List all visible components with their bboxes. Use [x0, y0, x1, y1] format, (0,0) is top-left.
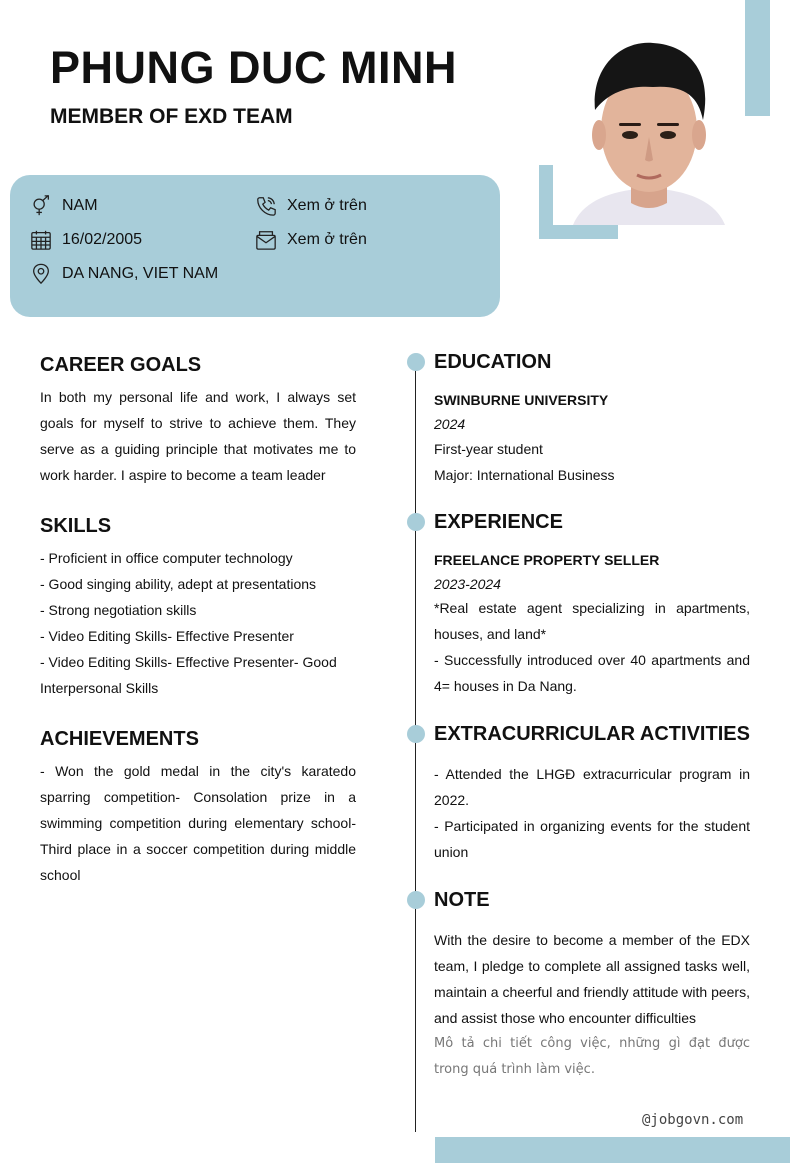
- timeline-dot: [407, 513, 425, 531]
- timeline-dot: [407, 353, 425, 371]
- list-item: - Strong negotiation skills: [40, 602, 197, 618]
- timeline-dot: [407, 891, 425, 909]
- gender-value: NAM: [62, 197, 98, 214]
- extracurricular-item: - Participated in organizing events for the student union: [434, 818, 750, 860]
- experience-title: EXPERIENCE: [434, 511, 563, 533]
- list-item: - Video Editing Skills- Effective Presenter- Good Interpersonal Skills: [40, 654, 337, 696]
- footer-accent-bar: [435, 1137, 790, 1163]
- education-title: EDUCATION: [434, 351, 552, 373]
- skills-title: SKILLS: [40, 515, 112, 537]
- location-pin-icon: [30, 263, 52, 285]
- note-title: NOTE: [434, 889, 490, 911]
- experience-position: FREELANCE PROPERTY SELLER: [434, 552, 660, 568]
- experience-year: 2023-2024: [434, 576, 501, 592]
- timeline-dot: [407, 725, 425, 743]
- info-email: [255, 229, 367, 251]
- experience-desc: - Successfully introduced over 40 apartments and 4= houses in Da Nang.: [434, 652, 750, 694]
- info-birthdate: [30, 229, 142, 251]
- list-item: - Good singing ability, adept at presentations: [40, 576, 317, 592]
- footer-watermark: @jobgovn.com: [642, 1112, 744, 1128]
- calendar-icon: [30, 229, 52, 251]
- candidate-name: PHUNG DUC MINH: [50, 42, 457, 93]
- location-value: DA NANG, VIET NAM: [62, 265, 219, 282]
- note-placeholder-text: Mô tả chi tiết công việc, những gì đạt được trong quá trình làm việc.: [434, 1036, 750, 1077]
- birthdate-value: 16/02/2005: [62, 231, 143, 248]
- extracurricular-title: EXTRACURRICULAR ACTIVITIES: [434, 723, 750, 745]
- career-goals-text: In both my personal life and work, I always set goals for myself to strive to achieve them. They serve as a guiding principle that motivates me to work harder. I aspire to become a team leader: [40, 389, 356, 483]
- achievements-text: - Won the gold medal in the city's karatedo sparring competition- Consolation prize in a swimming competition during elementary school- Third place in a soccer competition during middle school: [40, 763, 356, 883]
- profile-photo: [553, 25, 745, 225]
- info-location: [30, 263, 218, 285]
- phone-value: Xem ở trên: [287, 197, 367, 214]
- extracurricular-item: - Attended the LHGĐ extracurricular program in 2022.: [434, 766, 750, 808]
- info-phone: [255, 195, 367, 217]
- timeline-line: [415, 360, 416, 1132]
- education-year: 2024: [434, 416, 466, 432]
- career-goals-title: CAREER GOALS: [40, 354, 202, 376]
- list-item: - Proficient in office computer technology: [40, 550, 293, 566]
- education-line: First-year student: [434, 441, 543, 457]
- mail-icon: [255, 229, 277, 251]
- phone-icon: [255, 195, 277, 217]
- education-line: Major: International Business: [434, 467, 615, 483]
- education-school: SWINBURNE UNIVERSITY: [434, 392, 609, 408]
- experience-desc: *Real estate agent specializing in apartments, houses, and land*: [434, 600, 750, 642]
- note-text: With the desire to become a member of the EDX team, I pledge to complete all assigned tasks well, maintain a cheerful and friendly attitude with peers, and assist those who encounter difficulties: [434, 932, 750, 1026]
- skills-list: [40, 545, 356, 701]
- achievements-title: ACHIEVEMENTS: [40, 728, 199, 750]
- email-value: Xem ở trên: [287, 231, 367, 248]
- candidate-role: MEMBER OF EXD TEAM: [50, 105, 293, 128]
- contact-info-box: [10, 175, 500, 317]
- list-item: - Video Editing Skills- Effective Presenter: [40, 628, 294, 644]
- info-gender: [30, 195, 98, 217]
- gender-icon: [30, 195, 52, 217]
